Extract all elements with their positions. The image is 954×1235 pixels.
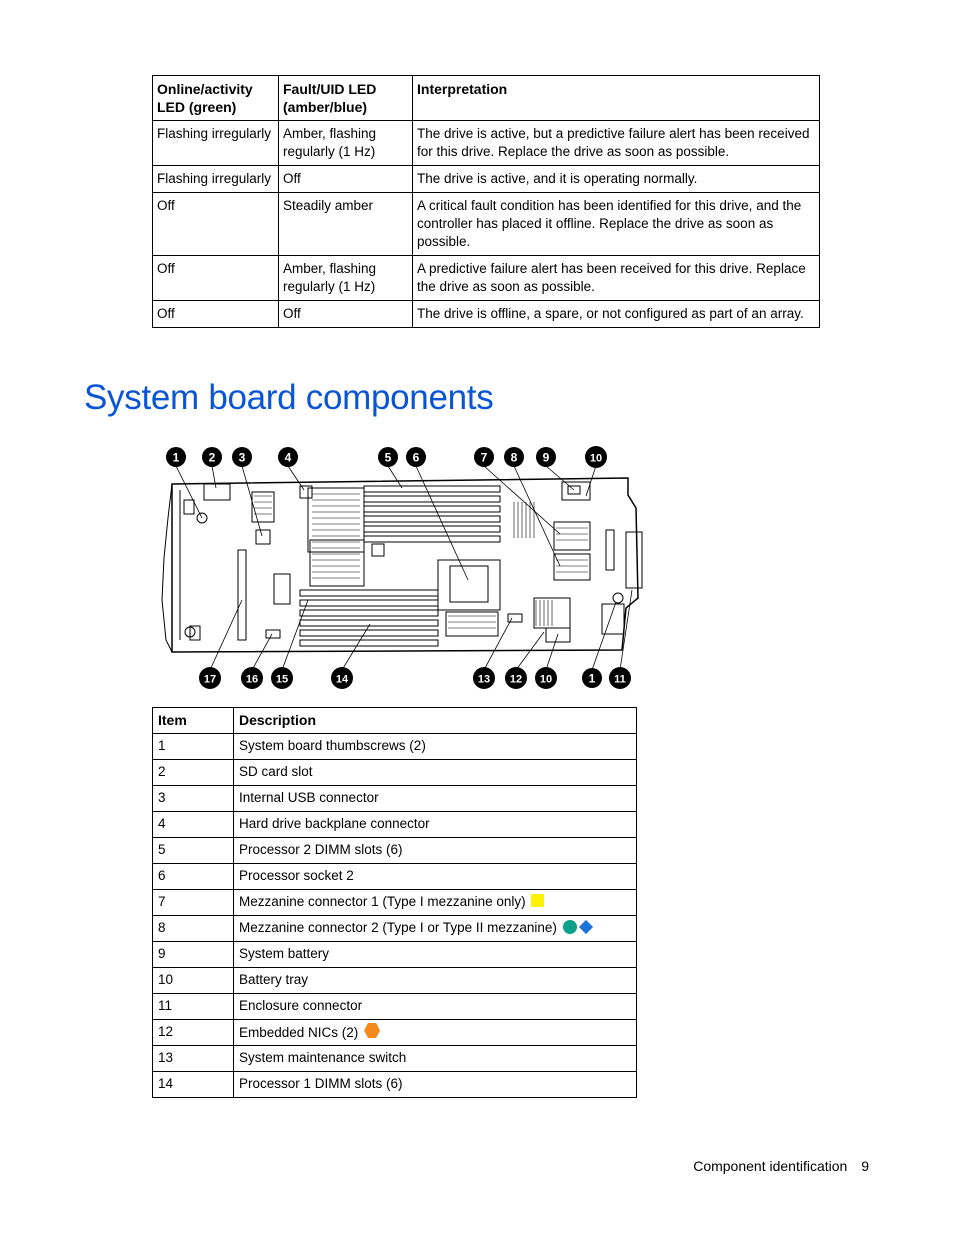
table-row <box>153 812 637 838</box>
item-description: Battery tray <box>234 968 637 994</box>
blue-diamond-icon <box>579 920 593 934</box>
table-cell: Off <box>153 256 279 301</box>
table-cell: Off <box>153 301 279 328</box>
callout-number: 9 <box>542 450 550 465</box>
item-description: Internal USB connector <box>234 786 637 812</box>
item-number: 3 <box>153 786 234 812</box>
table-cell: Amber, flashing regularly (1 Hz) <box>279 121 413 166</box>
table-row <box>153 942 637 968</box>
item-number: 12 <box>153 1020 234 1046</box>
callout-5 <box>378 447 398 467</box>
callout-17 <box>199 667 221 689</box>
item-description: SD card slot <box>234 760 637 786</box>
callout-7 <box>474 447 494 467</box>
callout-number: 6 <box>412 450 420 465</box>
table-row <box>153 994 637 1020</box>
table-cell: Amber, flashing regularly (1 Hz) <box>279 256 413 301</box>
table-cell: Flashing irregularly <box>153 166 279 193</box>
table-row <box>153 121 820 166</box>
item-number: 4 <box>153 812 234 838</box>
callout-number: 5 <box>384 450 392 465</box>
callout-number: 16 <box>245 673 259 686</box>
table-cell: The drive is active, and it is operating normally. <box>413 166 820 193</box>
table-row <box>153 838 637 864</box>
led-interpretation-table <box>152 75 820 328</box>
table-row <box>153 1020 637 1046</box>
callout-number: 15 <box>275 673 289 686</box>
column-header: Item <box>153 708 234 734</box>
callout-10-bottom <box>535 667 557 689</box>
table-cell: Flashing irregularly <box>153 121 279 166</box>
table-cell: Off <box>279 301 413 328</box>
item-number: 2 <box>153 760 234 786</box>
column-header: Fault/UID LED (amber/blue) <box>279 76 413 121</box>
orange-hexagon-icon <box>364 1023 380 1038</box>
item-number: 7 <box>153 890 234 916</box>
table-row <box>153 890 637 916</box>
table-cell: The drive is active, but a predictive failure alert has been received for this drive. Replace the drive as soon as possible. <box>413 121 820 166</box>
table-row <box>153 864 637 890</box>
table-cell: Off <box>153 193 279 256</box>
callout-number: 1 <box>588 671 596 686</box>
table-row <box>153 786 637 812</box>
table-cell: Steadily amber <box>279 193 413 256</box>
page-number: 9 <box>861 1158 869 1174</box>
callout-15 <box>271 667 293 689</box>
callout-number: 17 <box>203 673 217 686</box>
item-number: 8 <box>153 916 234 942</box>
table-header-row <box>153 76 820 121</box>
item-number: 11 <box>153 994 234 1020</box>
item-description <box>234 916 637 942</box>
table-cell: Off <box>279 166 413 193</box>
callout-11 <box>609 667 631 689</box>
callout-1-bottom <box>582 668 602 688</box>
table-cell: The drive is offline, a spare, or not configured as part of an array. <box>413 301 820 328</box>
item-description: Processor 2 DIMM slots (6) <box>234 838 637 864</box>
callout-number: 3 <box>238 450 246 465</box>
yellow-square-icon <box>531 894 544 907</box>
item-number: 5 <box>153 838 234 864</box>
item-number: 9 <box>153 942 234 968</box>
item-description-text: Mezzanine connector 1 (Type I mezzanine only) <box>239 894 526 909</box>
item-description: Processor socket 2 <box>234 864 637 890</box>
page-footer <box>693 1158 869 1174</box>
item-description-text: Mezzanine connector 2 (Type I or Type II mezzanine) <box>239 920 557 935</box>
item-description-text: Embedded NICs (2) <box>239 1025 359 1040</box>
table-row <box>153 968 637 994</box>
callout-4 <box>278 447 298 467</box>
callout-number: 10 <box>589 452 603 465</box>
table-row <box>153 916 637 942</box>
callout-2 <box>202 447 222 467</box>
callout-16 <box>241 667 263 689</box>
callout-8 <box>504 447 524 467</box>
item-description: System battery <box>234 942 637 968</box>
column-header: Interpretation <box>413 76 820 121</box>
table-header-row <box>153 708 637 734</box>
callout-number: 14 <box>335 673 349 686</box>
callout-14 <box>331 667 353 689</box>
item-number: 6 <box>153 864 234 890</box>
table-row <box>153 760 637 786</box>
callout-1-top <box>166 447 186 467</box>
item-number: 1 <box>153 734 234 760</box>
item-description: System board thumbscrews (2) <box>234 734 637 760</box>
callout-number: 8 <box>510 450 518 465</box>
column-header: Description <box>234 708 637 734</box>
teal-circle-icon <box>563 920 577 934</box>
callout-9 <box>536 447 556 467</box>
callout-12 <box>505 667 527 689</box>
item-description <box>234 890 637 916</box>
callout-13 <box>473 667 495 689</box>
table-row <box>153 734 637 760</box>
table-row <box>153 1072 637 1098</box>
item-description: Enclosure connector <box>234 994 637 1020</box>
callout-number: 10 <box>539 673 553 686</box>
callout-number: 12 <box>509 673 523 686</box>
callout-number: 4 <box>284 450 292 465</box>
column-header: Online/activity LED (green) <box>153 76 279 121</box>
table-row <box>153 256 820 301</box>
components-table <box>152 707 637 1098</box>
table-cell: A critical fault condition has been identified for this drive, and the controller has placed it offline. Replace the drive as soon as possible. <box>413 193 820 256</box>
item-number: 10 <box>153 968 234 994</box>
table-row <box>153 166 820 193</box>
section-title: System board components <box>84 378 494 417</box>
callout-3 <box>232 447 252 467</box>
item-description: Processor 1 DIMM slots (6) <box>234 1072 637 1098</box>
table-row <box>153 301 820 328</box>
system-board-diagram <box>150 440 650 695</box>
callout-number: 11 <box>614 673 626 686</box>
callout-10-top <box>585 446 607 468</box>
table-row <box>153 193 820 256</box>
item-description: System maintenance switch <box>234 1046 637 1072</box>
callout-number: 2 <box>208 450 216 465</box>
item-number: 14 <box>153 1072 234 1098</box>
callout-number: 7 <box>480 450 488 465</box>
callout-number: 1 <box>172 450 180 465</box>
table-row <box>153 1046 637 1072</box>
callout-6 <box>406 447 426 467</box>
callout-number: 13 <box>477 673 491 686</box>
item-number: 13 <box>153 1046 234 1072</box>
footer-section-name: Component identification <box>693 1158 848 1174</box>
item-description: Hard drive backplane connector <box>234 812 637 838</box>
item-description <box>234 1020 637 1046</box>
table-cell: A predictive failure alert has been received for this drive. Replace the drive as soon as possible. <box>413 256 820 301</box>
